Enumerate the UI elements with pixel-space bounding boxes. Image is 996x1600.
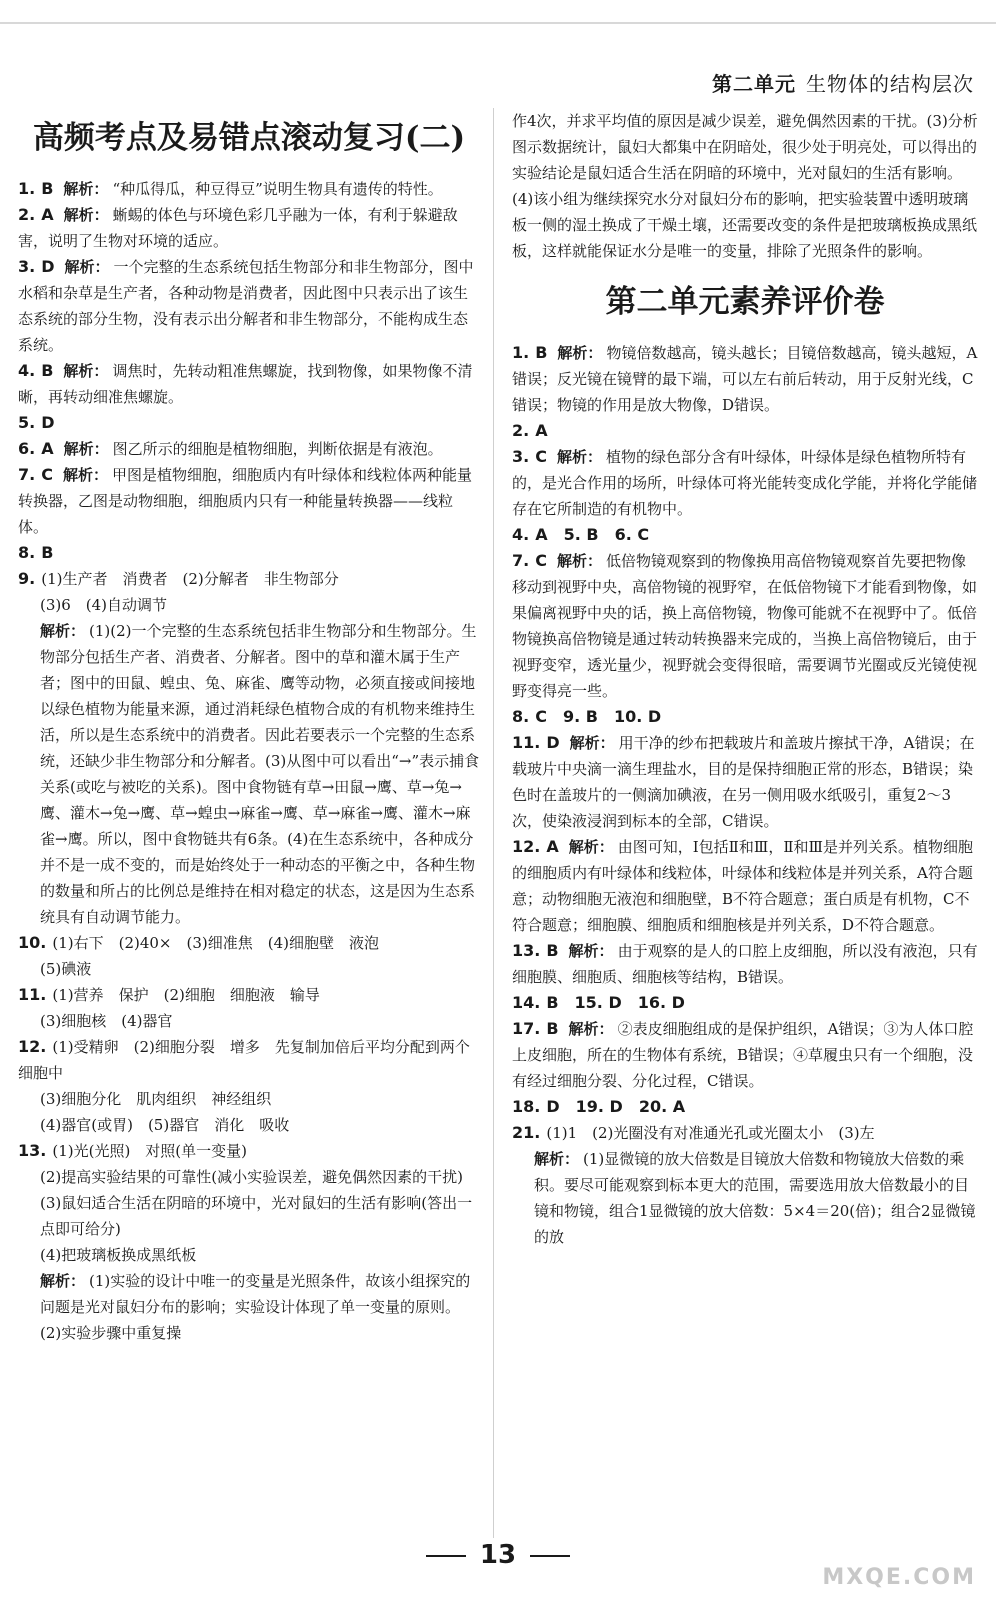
answer-ans: B <box>41 543 54 562</box>
answer-item <box>512 1016 978 1094</box>
answer-ans: B <box>41 179 54 198</box>
answer-ans: C <box>41 465 53 484</box>
answer-num: 6. <box>18 439 36 458</box>
running-header <box>712 68 974 97</box>
watermark: MXQE.COM <box>822 1565 976 1590</box>
answer-lbl: 解析： <box>63 180 109 198</box>
answer-num: 8. <box>18 543 36 562</box>
answer-lbl: 解析： <box>63 362 109 380</box>
answer-num: 11. <box>512 733 541 752</box>
answer-13-line: (4)把玻璃板换成黑纸板 <box>40 1246 197 1264</box>
answer-ans: D 19. D 20. A <box>546 1097 686 1116</box>
left-answer-list <box>18 176 480 566</box>
answer-num: 7. <box>512 551 530 570</box>
answer-13-line: (3)鼠妇适合生活在阴暗的环境中，光对鼠妇的生活有影响(答出一点即可给分) <box>40 1194 473 1238</box>
answer-11-line: (3)细胞核 (4)器官 <box>40 1012 173 1030</box>
answer-num: 14. <box>512 993 541 1012</box>
answer-item <box>512 548 978 704</box>
answer-text: 由于观察的是人的口腔上皮细胞，所以没有液泡，只有细胞膜、细胞质、细胞核等结构，B错误。 <box>512 942 978 986</box>
answer-lbl: 解析： <box>556 552 602 570</box>
answer-item-13: 13. (1)光(光照) 对照(单一变量) <box>18 1141 248 1160</box>
answer-item <box>18 436 480 462</box>
answer-item <box>512 340 978 418</box>
answer-13-line: (2)提高实验结果的可靠性(减小实验误差，避免偶然因素的干扰) <box>40 1168 463 1186</box>
answer-9-analysis: 解析： (1)(2)一个完整的生态系统包括非生物部分和生物部分。生物部分包括生产者、消费者、分解者。图中的草和灌木属于生产者；图中的田鼠、蝗虫、兔、麻雀、鹰等动物，必须直接或间接地以绿色植物为能量来源，通过消耗绿色植物合成的有机物来维持生活，所以是生态系统中的消费者。因此若要表示一个完整的生态系统，还缺少非生物部分和分解者。(3)从图中可以看出“→”表示捕食关系(或吃与被吃的关系)。图中食物链有草→田鼠→鹰、草→兔→鹰、灌木→兔→鹰、草→蝗虫→麻雀→鹰、草→麻雀→鹰、灌木→麻雀→鹰。所以，图中食物链共有6条。(4)在生态系统中，各种成分并不是一成不变的，而是始终处于一种动态的平衡之中，各种生物的数量和所占的比例总是维持在相对稳定的状态，这是因为生态系统具有自动调节能力。 <box>40 622 480 926</box>
answer-lbl: 解析： <box>569 734 615 752</box>
answer-ans: B <box>546 941 559 960</box>
answer-ans: B 15. D 16. D <box>546 993 685 1012</box>
answer-lbl: 解析： <box>64 258 110 276</box>
answer-item <box>18 540 480 566</box>
answer-num: 13. <box>512 941 541 960</box>
answer-num: 12. <box>512 837 541 856</box>
page-number: 13 <box>0 1540 996 1570</box>
answer-item <box>18 176 480 202</box>
answer-num: 7. <box>18 465 36 484</box>
answer-item-10: 10. (1)右下 (2)40× (3)细准焦 (4)细胞壁 液泡 <box>18 933 379 952</box>
answer-item <box>512 730 978 834</box>
answer-ans: A <box>41 205 54 224</box>
answer-text: “种瓜得瓜，种豆得豆”说明生物具有遗传的特性。 <box>112 180 443 198</box>
answer-num: 4. <box>512 525 530 544</box>
answer-num: 17. <box>512 1019 541 1038</box>
section-title-review: 高频考点及易错点滚动复习(二) <box>32 120 466 156</box>
answer-num: 5. <box>18 413 36 432</box>
answer-num: 3. <box>512 447 530 466</box>
answer-ans: B <box>535 343 548 362</box>
continuation-text: 作4次，并求平均值的原因是减少误差，避免偶然因素的干扰。(3)分析图示数据统计，鼠妇大都集中在阴暗处，很少处于明亮处，可以得出的实验结论是鼠妇适合生活在阴暗的环境中，光对鼠妇的生活有影响。(4)该小组为继续探究水分对鼠妇分布的影响，把实验装置中透明玻璃板一侧的湿土换成了干燥土壤，还需要改变的条件是把玻璃板换成黑纸板，这样就能保证水分是唯一的变量，排除了光照条件的影响。 <box>512 112 978 260</box>
answer-item <box>512 834 978 938</box>
answer-num: 1. <box>18 179 36 198</box>
right-answer-list <box>512 340 978 1120</box>
answer-item <box>512 704 978 730</box>
answer-text: ②表皮细胞组成的是保护组织，A错误；③为人体口腔上皮细胞，所在的生物体有系统，B错误；④草履虫只有一个细胞，没有经过细胞分裂、分化过程，C错误。 <box>512 1020 974 1090</box>
answer-lbl: 解析： <box>568 942 614 960</box>
answer-item-9: 9. (1)生产者 消费者 (2)分解者 非生物部分 <box>18 569 339 588</box>
answer-item <box>512 990 978 1016</box>
answer-text: 植物的绿色部分含有叶绿体，叶绿体是绿色植物所特有的，是光合作用的场所，叶绿体可将光能转变成化学能，并将化学能储存在它所制造的有机物中。 <box>512 448 978 518</box>
answer-ans: D <box>546 733 560 752</box>
answer-item-12: 12. (1)受精卵 (2)细胞分裂 增多 先复制加倍后平均分配到两个细胞中 <box>18 1037 470 1082</box>
answer-text: 图乙所示的细胞是植物细胞，判断依据是有液泡。 <box>112 440 443 458</box>
answer-ans: D <box>41 257 55 276</box>
answer-ans: B <box>546 1019 559 1038</box>
unit-title: 生物体的结构层次 <box>806 72 974 96</box>
answer-ans: D <box>41 413 55 432</box>
answer-ans: B <box>41 361 54 380</box>
answer-ans: A <box>546 837 559 856</box>
answer-ans: A <box>41 439 54 458</box>
answer-item <box>18 410 480 436</box>
answer-num: 2. <box>512 421 530 440</box>
answer-lbl: 解析： <box>63 440 109 458</box>
answer-lbl: 解析： <box>568 838 614 856</box>
answer-text: 低倍物镜观察到的物像换用高倍物镜观察首先要把物像移动到视野中央，高倍物镜的视野窄，在低倍物镜下才能看到物像，如果偏离视野中央的话，换上高倍物镜，物像可能就不在视野中了。低倍物镜换高倍物镜是通过转动转换器来完成的，当换上高倍物镜后，由于视野变窄，透光量少，视野就会变得很暗，需要调节光圈或反光镜使视野变得亮一些。 <box>512 552 978 700</box>
answer-lbl: 解析： <box>557 344 603 362</box>
answer-ans: C <box>535 551 547 570</box>
answer-num: 18. <box>512 1097 541 1116</box>
answer-num: 2. <box>18 205 36 224</box>
answer-item <box>512 418 978 444</box>
top-rule <box>0 22 996 24</box>
answer-text: 物镜倍数越高，镜头越长；目镜倍数越高，镜头越短，A错误；反光镜在镜臂的最下端，可以左右前后转动，用于反射光线，C错误；物镜的作用是放大物像，D错误。 <box>512 344 978 414</box>
column-divider <box>493 108 494 1538</box>
right-column <box>512 108 978 1250</box>
answer-num: 1. <box>512 343 530 362</box>
answer-text: 调焦时，先转动粗准焦螺旋，找到物像，如果物像不清晰，再转动细准焦螺旋。 <box>18 362 473 406</box>
answer-10-line: (5)碘液 <box>40 960 92 978</box>
answer-12-line: (3)细胞分化 肌肉组织 神经组织 <box>40 1090 272 1108</box>
answer-9-line: (3)6 (4)自动调节 <box>40 596 168 614</box>
answer-ans: C 9. B 10. D <box>535 707 662 726</box>
answer-text: 由图可知，Ⅰ包括Ⅱ和Ⅲ，Ⅱ和Ⅲ是并列关系。植物细胞的细胞质内有叶绿体和线粒体，叶绿体和线粒体是并列关系，A符合题意；动物细胞无液泡和细胞壁，B不符合题意；蛋白质是有机物，C不符合题意；细胞膜、细胞质和细胞核是并列关系，D不符合题意。 <box>512 838 973 934</box>
answer-12-line: (4)器官(或胃) (5)器官 消化 吸收 <box>40 1116 290 1134</box>
left-column <box>18 108 480 1346</box>
answer-lbl: 解析： <box>568 1020 614 1038</box>
answer-item <box>18 254 480 358</box>
answer-item <box>18 358 480 410</box>
answer-text: 蜥蜴的体色与环境色彩几乎融为一体，有利于躲避敌害，说明了生物对环境的适应。 <box>18 206 458 250</box>
answer-lbl: 解析： <box>63 206 109 224</box>
answer-item-21: 21. (1)1 (2)光圈没有对准通光孔或光圈太小 (3)左 <box>512 1123 875 1142</box>
answer-item <box>512 444 978 522</box>
unit-label: 第二单元 <box>712 72 796 96</box>
answer-ans: C <box>535 447 547 466</box>
answer-num: 3. <box>18 257 36 276</box>
answer-lbl: 解析： <box>62 466 108 484</box>
answer-item <box>512 522 978 548</box>
answer-num: 8. <box>512 707 530 726</box>
answer-21-analysis: 解析： (1)显微镜的放大倍数是目镜放大倍数和物镜放大倍数的乘积。要尽可能观察到标本更大的范围，需要选用放大倍数最小的目镜和物镜，组合1显微镜的放大倍数：5×4＝20(倍)；组合2显微镜的放 <box>534 1150 976 1246</box>
answer-ans: A <box>535 421 548 440</box>
answer-text: 一个完整的生态系统包括生物部分和非生物部分，图中水稻和杂草是生产者，各种动物是消费者，因此图中只表示出了该生态系统的部分生物，没有表示出分解者和非生物部分，不能构成生态系统。 <box>18 258 474 354</box>
section-title-assessment: 第二单元素养评价卷 <box>605 284 885 320</box>
answer-lbl: 解析： <box>556 448 602 466</box>
answer-13-analysis: 解析： (1)实验的设计中唯一的变量是光照条件，故该小组探究的问题是光对鼠妇分布的影响；实验设计体现了单一变量的原则。(2)实验步骤中重复操 <box>40 1272 471 1342</box>
answer-item <box>512 938 978 990</box>
answer-ans: A 5. B 6. C <box>535 525 650 544</box>
answer-item <box>18 202 480 254</box>
answer-item <box>18 462 480 540</box>
answer-item-11: 11. (1)营养 保护 (2)细胞 细胞液 输导 <box>18 985 320 1004</box>
answer-text: 甲图是植物细胞，细胞质内有叶绿体和线粒体两种能量转换器，乙图是动物细胞，细胞质内只有一种能量转换器——线粒体。 <box>18 466 472 536</box>
answer-num: 4. <box>18 361 36 380</box>
answer-item <box>512 1094 978 1120</box>
answer-text: 用干净的纱布把载玻片和盖玻片擦拭干净，A错误；在载玻片中央滴一滴生理盐水，目的是保持细胞正常的形态，B错误；染色时在盖玻片的一侧滴加碘液，在另一侧用吸水纸吸引，重复2～3次，使染液浸润到标本的全部，C错误。 <box>512 734 975 830</box>
